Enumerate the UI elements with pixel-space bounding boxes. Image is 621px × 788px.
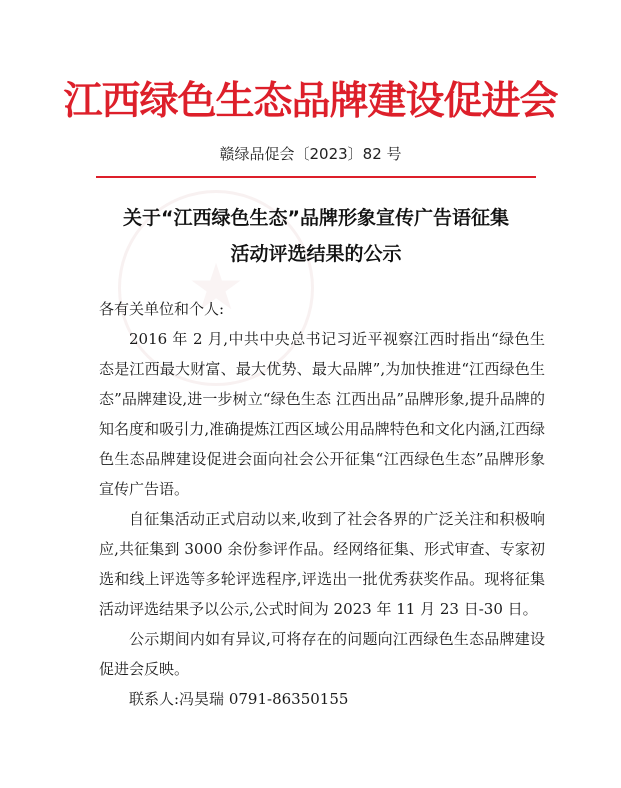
body-paragraph-3: 公示期间内如有异议,可将存在的问题向江西绿色生态品牌建设促进会反映。: [99, 630, 545, 678]
star-icon: ★: [187, 251, 245, 325]
salutation: 各有关单位和个人:: [99, 300, 225, 318]
document-body: [99, 294, 545, 714]
body-paragraph-1: 2016 年 2 月,中共中央总书记习近平视察江西时指出“绿色生态是江西最大财富、最大优势、最大品牌”,为加快推进“江西绿色生态”品牌建设,进一步树立“绿色生态 江西出品”品牌形象,提升品牌的知名度和吸引力,准确提炼江西区域公用品牌特色和文化内涵,江西绿色生态品牌建设促进会面向社会公开征集“江西绿色生态”品牌形象宣传广告语。: [99, 330, 545, 498]
document-title: [86, 200, 546, 272]
body-paragraph-2: 自征集活动正式启动以来,收到了社会各界的广泛关注和积极响应,共征集到 3000 余份参评作品。经网络征集、形式审查、专家初选和线上评选等多轮评选程序,评选出一批优秀获奖作品。现将征集活动评选结果予以公示,公式时间为 2023 年 11 月 23 日-30 日。: [99, 510, 545, 618]
document-number: 赣绿品促会〔2023〕82 号: [219, 145, 402, 163]
organization-title: 江西绿色生态品牌建设促进会: [63, 78, 558, 124]
red-divider: [96, 176, 536, 178]
document-title-line-1: 关于“江西绿色生态”品牌形象宣传广告语征集: [123, 207, 509, 229]
document-title-line-2: 活动评选结果的公示: [230, 243, 402, 265]
contact-line: 联系人:冯昊瑞 0791-86350155: [129, 690, 349, 708]
